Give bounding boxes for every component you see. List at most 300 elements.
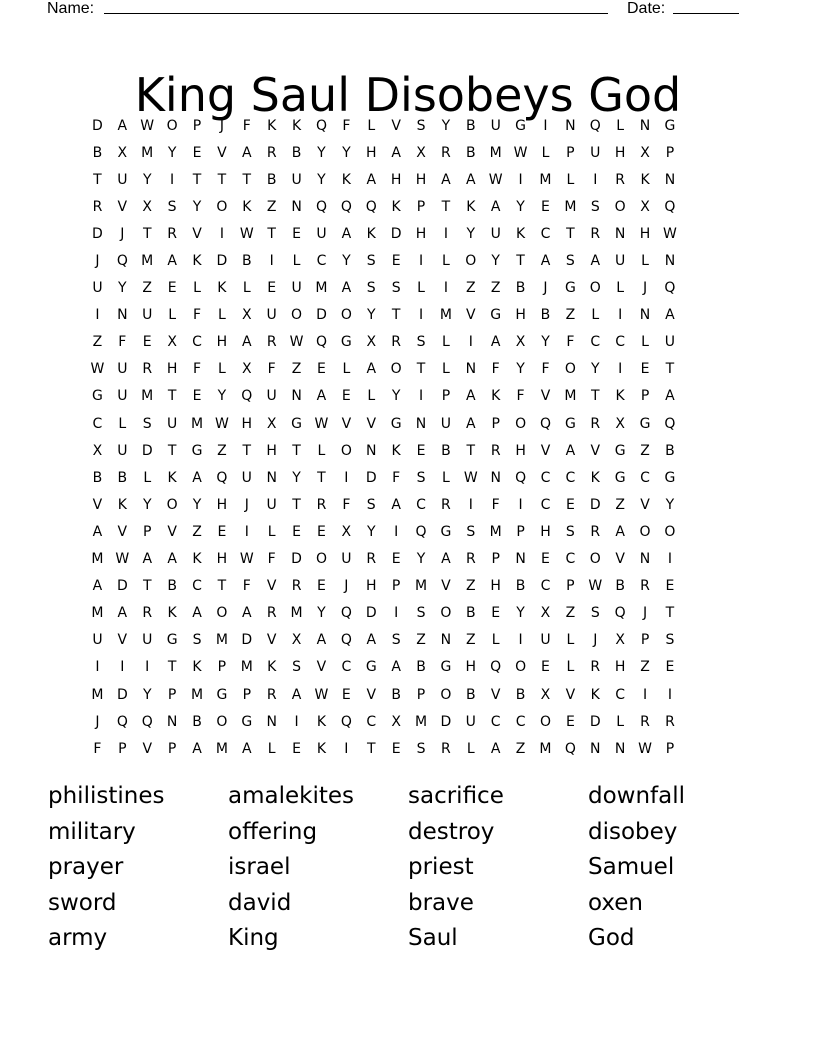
- grid-letter: S: [590, 605, 600, 622]
- grid-letter: A: [366, 171, 377, 188]
- grid-letter: L: [616, 713, 625, 730]
- grid-letter: P: [665, 740, 675, 757]
- grid-letter: Z: [266, 198, 277, 215]
- grid-letter: R: [465, 551, 476, 568]
- grid-letter: Q: [216, 469, 228, 486]
- grid-letter: Z: [466, 578, 476, 595]
- grid-letter: Z: [615, 496, 625, 513]
- grid-letter: N: [639, 117, 651, 134]
- grid-letter: W: [588, 578, 603, 595]
- grid-letter: K: [316, 713, 327, 730]
- grid-letter: A: [466, 171, 476, 188]
- grid-letter: T: [93, 171, 102, 188]
- grid-letter: S: [416, 117, 426, 134]
- grid-row: [85, 410, 733, 437]
- grid-letter: U: [664, 334, 676, 351]
- grid-letter: U: [615, 253, 626, 270]
- grid-letter: G: [639, 415, 651, 432]
- grid-letter: K: [491, 388, 501, 405]
- grid-letter: V: [341, 415, 352, 432]
- grid-letter: Z: [640, 442, 650, 459]
- grid-letter: I: [443, 280, 448, 297]
- grid-letter: F: [267, 361, 276, 378]
- grid-letter: U: [341, 551, 352, 568]
- grid-letter: B: [515, 686, 526, 703]
- grid-letter: R: [142, 605, 153, 622]
- grid-letter: A: [441, 171, 451, 188]
- grid-letter: B: [192, 713, 202, 730]
- grid-letter: K: [192, 659, 202, 676]
- grid-letter: G: [365, 659, 377, 676]
- grid-letter: U: [266, 388, 277, 405]
- grid-letter: X: [117, 144, 128, 161]
- grid-letter: G: [291, 415, 302, 432]
- grid-letter: A: [490, 740, 501, 757]
- grid-letter: G: [490, 307, 502, 324]
- grid-letter: O: [340, 307, 352, 324]
- grid-letter: Q: [340, 198, 352, 215]
- grid-letter: X: [92, 442, 103, 459]
- grid-letter: Z: [291, 361, 302, 378]
- grid-letter: H: [614, 659, 626, 676]
- grid-letter: S: [590, 198, 600, 215]
- date-field-line: [673, 13, 739, 14]
- name-field-line: [104, 13, 608, 14]
- grid-letter: M: [315, 280, 328, 297]
- grid-letter: K: [391, 198, 401, 215]
- grid-letter: Q: [116, 253, 128, 270]
- grid-letter: H: [266, 442, 277, 459]
- grid-letter: R: [391, 334, 401, 351]
- grid-letter: B: [515, 578, 526, 595]
- grid-row: [85, 166, 733, 193]
- grid-letter: W: [488, 171, 503, 188]
- grid-letter: A: [92, 523, 103, 540]
- grid-letter: B: [291, 144, 302, 161]
- grid-letter: E: [192, 144, 202, 161]
- grid-letter: D: [365, 605, 377, 622]
- grid-letter: H: [540, 523, 551, 540]
- grid-letter: X: [615, 415, 625, 432]
- grid-letter: I: [618, 307, 623, 324]
- grid-letter: O: [664, 523, 676, 540]
- grid-letter: L: [217, 307, 226, 324]
- grid-letter: U: [291, 171, 302, 188]
- grid-letter: I: [543, 117, 548, 134]
- grid-letter: P: [665, 144, 675, 161]
- grid-letter: V: [266, 632, 277, 649]
- grid-letter: C: [565, 551, 576, 568]
- grid-letter: G: [216, 686, 228, 703]
- grid-letter: E: [541, 198, 550, 215]
- grid-letter: Z: [192, 523, 202, 540]
- grid-letter: T: [167, 442, 177, 459]
- grid-row: [85, 220, 733, 247]
- grid-letter: I: [219, 225, 224, 242]
- grid-letter: Z: [490, 280, 501, 297]
- grid-letter: D: [440, 713, 452, 730]
- grid-letter: V: [565, 686, 576, 703]
- grid-letter: T: [192, 171, 202, 188]
- grid-letter: S: [565, 253, 575, 270]
- grid-letter: B: [665, 442, 675, 459]
- grid-letter: A: [192, 605, 202, 622]
- word-list-item: offering: [228, 818, 318, 845]
- grid-letter: M: [190, 686, 204, 703]
- grid-letter: I: [244, 523, 249, 540]
- grid-letter: E: [565, 713, 575, 730]
- word-list-item: downfall: [588, 783, 686, 809]
- grid-letter: V: [490, 686, 501, 703]
- grid-letter: U: [117, 361, 128, 378]
- grid-letter: J: [543, 280, 548, 297]
- grid-letter: P: [566, 578, 575, 595]
- grid-letter: O: [166, 117, 178, 134]
- word-list-item: military: [48, 818, 136, 845]
- grid-letter: S: [167, 198, 177, 215]
- grid-letter: H: [515, 307, 526, 324]
- grid-row: [85, 329, 733, 356]
- grid-letter: R: [291, 578, 302, 595]
- word-list-item: destroy: [408, 818, 495, 845]
- grid-row: [85, 627, 733, 654]
- grid-letter: N: [166, 713, 178, 730]
- grid-letter: B: [515, 280, 526, 297]
- grid-letter: H: [216, 551, 228, 568]
- grid-letter: X: [540, 605, 551, 622]
- grid-letter: Y: [516, 605, 525, 622]
- grid-letter: R: [266, 605, 277, 622]
- grid-letter: P: [441, 388, 451, 405]
- grid-letter: D: [116, 578, 128, 595]
- grid-letter: R: [590, 225, 601, 242]
- grid-letter: P: [491, 551, 500, 568]
- grid-letter: Q: [515, 469, 527, 486]
- grid-letter: M: [215, 632, 228, 649]
- grid-letter: B: [167, 578, 177, 595]
- grid-letter: C: [565, 469, 576, 486]
- grid-letter: W: [314, 415, 329, 432]
- grid-row: [85, 491, 733, 518]
- grid-letter: H: [365, 144, 377, 161]
- grid-letter: Z: [466, 632, 476, 649]
- grid-letter: R: [590, 523, 601, 540]
- grid-letter: C: [341, 659, 352, 676]
- grid-letter: L: [641, 334, 649, 351]
- grid-letter: P: [167, 686, 177, 703]
- grid-letter: T: [217, 171, 227, 188]
- grid-letter: R: [266, 686, 277, 703]
- grid-letter: A: [242, 334, 252, 351]
- grid-letter: K: [341, 171, 351, 188]
- grid-letter: N: [664, 253, 676, 270]
- grid-letter: O: [589, 551, 601, 568]
- grid-letter: S: [292, 659, 302, 676]
- grid-letter: Y: [142, 171, 152, 188]
- grid-letter: S: [366, 280, 376, 297]
- word-list: [48, 779, 768, 957]
- grid-letter: A: [316, 632, 327, 649]
- grid-letter: A: [540, 253, 551, 270]
- grid-letter: U: [540, 632, 551, 649]
- grid-letter: M: [190, 415, 204, 432]
- grid-letter: N: [291, 388, 302, 405]
- grid-letter: M: [215, 740, 228, 757]
- grid-letter: F: [267, 551, 276, 568]
- grid-letter: Q: [490, 659, 502, 676]
- grid-letter: Y: [317, 605, 326, 622]
- grid-letter: P: [118, 740, 127, 757]
- grid-letter: Q: [589, 117, 601, 134]
- grid-letter: R: [167, 225, 177, 242]
- grid-letter: Q: [539, 415, 551, 432]
- grid-letter: Z: [466, 280, 476, 297]
- word-list-item: sword: [48, 889, 117, 916]
- grid-letter: A: [391, 659, 401, 676]
- grid-letter: T: [665, 361, 675, 378]
- grid-letter: L: [342, 361, 351, 378]
- grid-letter: L: [267, 523, 276, 540]
- grid-letter: O: [515, 659, 527, 676]
- grid-letter: Z: [217, 442, 227, 459]
- grid-letter: Y: [317, 144, 326, 161]
- grid-letter: Z: [515, 740, 526, 757]
- grid-letter: M: [414, 713, 428, 730]
- grid-letter: N: [465, 361, 477, 378]
- grid-letter: X: [640, 144, 650, 161]
- grid-letter: A: [142, 551, 153, 568]
- grid-row: [85, 193, 733, 220]
- grid-letter: F: [516, 388, 525, 405]
- grid-letter: I: [170, 171, 175, 188]
- grid-letter: X: [366, 334, 377, 351]
- grid-letter: B: [266, 171, 277, 188]
- grid-letter: W: [663, 225, 677, 242]
- grid-letter: I: [618, 361, 623, 378]
- grid-letter: E: [491, 605, 501, 622]
- grid-letter: L: [566, 659, 575, 676]
- grid-letter: M: [141, 388, 154, 405]
- grid-letter: O: [216, 198, 228, 215]
- grid-letter: I: [468, 496, 473, 513]
- grid-letter: S: [142, 415, 152, 432]
- page-title: King Saul Disobeys God: [134, 67, 682, 122]
- grid-letter: O: [291, 307, 303, 324]
- grid-letter: A: [242, 144, 252, 161]
- grid-letter: I: [394, 523, 399, 540]
- grid-letter: K: [267, 659, 277, 676]
- grid-letter: I: [667, 551, 672, 568]
- grid-letter: L: [193, 280, 201, 297]
- grid-row: [85, 681, 733, 708]
- grid-letter: N: [490, 469, 501, 486]
- grid-letter: D: [116, 686, 128, 703]
- grid-letter: I: [294, 713, 299, 730]
- grid-letter: I: [145, 659, 150, 676]
- grid-letter: U: [490, 117, 501, 134]
- grid-letter: U: [166, 415, 178, 432]
- grid-letter: O: [639, 523, 651, 540]
- grid-letter: U: [117, 171, 128, 188]
- grid-row: [85, 383, 733, 410]
- grid-letter: D: [92, 225, 103, 242]
- grid-letter: E: [565, 496, 575, 513]
- grid-letter: R: [366, 551, 377, 568]
- grid-letter: W: [314, 686, 329, 703]
- grid-letter: H: [216, 334, 228, 351]
- grid-letter: E: [192, 388, 202, 405]
- grid-letter: E: [341, 686, 351, 703]
- word-list-item: Saul: [408, 925, 458, 952]
- grid-letter: K: [192, 551, 202, 568]
- grid-letter: O: [216, 605, 228, 622]
- grid-letter: U: [490, 225, 501, 242]
- grid-letter: R: [92, 198, 103, 215]
- grid-letter: K: [466, 198, 476, 215]
- grid-letter: Q: [664, 280, 676, 297]
- grid-letter: M: [290, 605, 303, 622]
- grid-letter: I: [120, 659, 125, 676]
- grid-letter: F: [192, 307, 202, 324]
- grid-letter: V: [366, 415, 377, 432]
- grid-letter: B: [466, 605, 476, 622]
- grid-letter: T: [267, 225, 276, 242]
- grid-letter: F: [491, 361, 500, 378]
- grid-letter: T: [416, 361, 426, 378]
- grid-letter: T: [441, 198, 451, 215]
- word-list-item: prayer: [48, 854, 124, 881]
- grid-letter: A: [291, 686, 302, 703]
- grid-letter: U: [266, 307, 277, 324]
- grid-letter: M: [141, 253, 154, 270]
- grid-letter: I: [518, 632, 523, 649]
- grid-letter: C: [540, 578, 551, 595]
- grid-letter: G: [191, 442, 203, 459]
- grid-letter: L: [217, 361, 226, 378]
- grid-letter: A: [167, 253, 177, 270]
- grid-letter: Y: [516, 361, 525, 378]
- grid-letter: E: [416, 442, 426, 459]
- grid-letter: F: [93, 740, 102, 757]
- grid-letter: N: [590, 740, 601, 757]
- grid-letter: U: [465, 713, 476, 730]
- grid-letter: A: [192, 469, 202, 486]
- word-list-item: david: [228, 889, 292, 916]
- grid-letter: V: [117, 523, 128, 540]
- grid-letter: B: [92, 469, 103, 486]
- grid-letter: A: [242, 740, 252, 757]
- grid-row: [85, 735, 733, 762]
- grid-letter: X: [416, 144, 426, 161]
- grid-letter: T: [566, 225, 575, 242]
- grid-letter: E: [292, 740, 301, 757]
- grid-letter: R: [590, 415, 601, 432]
- grid-letter: H: [490, 578, 501, 595]
- grid-letter: E: [217, 523, 227, 540]
- grid-letter: Q: [340, 713, 352, 730]
- grid-letter: Z: [92, 334, 103, 351]
- grid-letter: O: [166, 496, 178, 513]
- grid-letter: Z: [565, 307, 576, 324]
- word-list-item: sacrifice: [408, 783, 504, 809]
- grid-letter: L: [143, 469, 152, 486]
- grid-letter: W: [239, 225, 254, 242]
- grid-letter: K: [590, 686, 600, 703]
- grid-letter: H: [166, 361, 178, 378]
- grid-letter: K: [590, 469, 600, 486]
- grid-letter: C: [615, 334, 626, 351]
- grid-letter: Q: [315, 334, 327, 351]
- grid-letter: U: [316, 225, 327, 242]
- grid-row: [85, 573, 733, 600]
- grid-letter: L: [118, 415, 127, 432]
- grid-letter: M: [240, 659, 253, 676]
- grid-letter: P: [416, 686, 426, 703]
- grid-letter: J: [120, 225, 125, 242]
- word-list-item: King: [228, 925, 279, 952]
- grid-letter: E: [317, 578, 326, 595]
- grid-letter: F: [118, 334, 127, 351]
- grid-letter: E: [391, 740, 401, 757]
- grid-letter: A: [117, 605, 128, 622]
- grid-letter: L: [591, 307, 600, 324]
- grid-letter: G: [440, 659, 452, 676]
- grid-row: [85, 302, 733, 329]
- letter-grid: [85, 112, 733, 762]
- grid-letter: K: [242, 198, 252, 215]
- grid-letter: J: [244, 496, 249, 513]
- grid-letter: J: [219, 117, 224, 134]
- grid-letter: R: [266, 334, 277, 351]
- grid-letter: A: [391, 144, 401, 161]
- grid-letter: Q: [241, 388, 253, 405]
- grid-letter: W: [90, 361, 105, 378]
- grid-letter: A: [366, 361, 377, 378]
- grid-letter: B: [391, 686, 401, 703]
- grid-letter: R: [316, 496, 327, 513]
- grid-letter: G: [166, 632, 178, 649]
- grid-letter: Q: [315, 117, 327, 134]
- grid-letter: A: [117, 117, 128, 134]
- grid-letter: W: [140, 117, 155, 134]
- word-list-item: israel: [228, 854, 291, 881]
- grid-letter: D: [92, 117, 103, 134]
- grid-letter: N: [515, 551, 526, 568]
- grid-letter: Y: [192, 496, 202, 513]
- grid-letter: V: [192, 225, 202, 242]
- grid-letter: C: [316, 253, 327, 270]
- grid-letter: Y: [342, 144, 351, 161]
- grid-letter: K: [167, 469, 177, 486]
- grid-letter: S: [665, 632, 675, 649]
- word-list-item: priest: [408, 854, 474, 881]
- grid-letter: P: [391, 578, 401, 595]
- grid-letter: H: [415, 225, 427, 242]
- grid-letter: W: [463, 469, 478, 486]
- grid-letter: O: [564, 361, 576, 378]
- grid-letter: G: [440, 523, 452, 540]
- grid-letter: Q: [141, 713, 153, 730]
- grid-letter: T: [391, 307, 401, 324]
- grid-letter: N: [366, 442, 377, 459]
- grid-letter: T: [292, 442, 301, 459]
- grid-letter: H: [465, 659, 477, 676]
- grid-letter: L: [442, 253, 450, 270]
- grid-letter: N: [664, 171, 676, 188]
- grid-letter: M: [539, 171, 552, 188]
- grid-letter: E: [292, 225, 301, 242]
- grid-letter: A: [665, 388, 675, 405]
